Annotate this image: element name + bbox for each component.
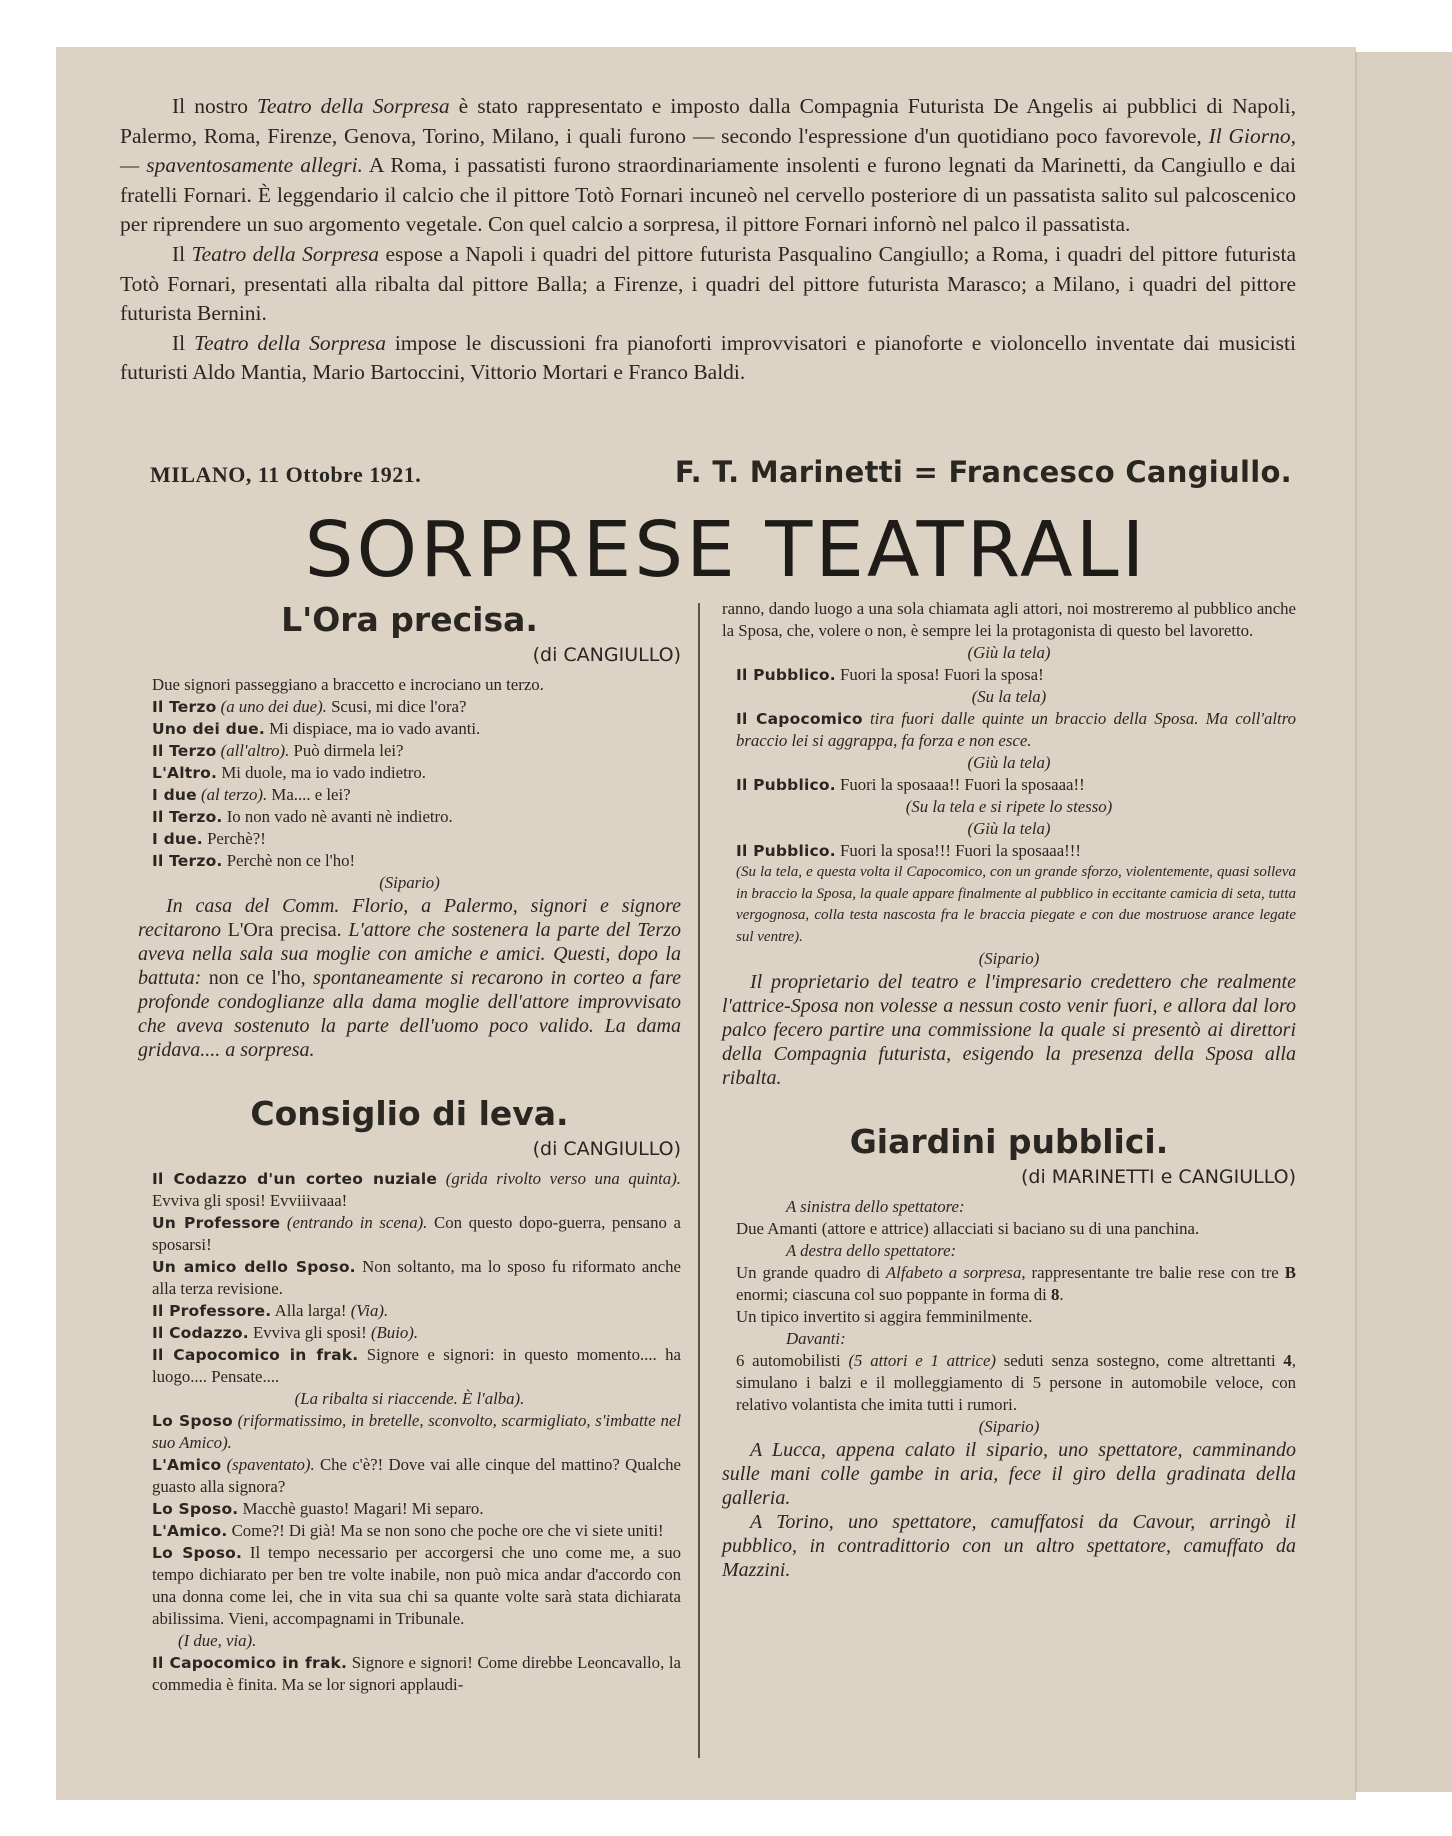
dialogue-line: Lo Sposo (riformatissimo, in bretelle, sconvolto, scarmigliato, s'imbatte nel suo Amico).	[152, 1411, 681, 1452]
play-author-giardini: (di MARINETTI e CANGIULLO)	[1020, 1166, 1296, 1188]
fold-line	[1355, 52, 1357, 1792]
dialogue-line: Il Pubblico. Fuori la sposaaa!! Fuori la sposaaa!!	[736, 775, 1085, 794]
right-narration: Il proprietario del teatro e l'impresario credettero che realmente l'attrice-Sposa non volesse a nessun costo venir fuori, e allora dal loro palco fecero partire una commissione la quale si presentò ai direttori della Compagnia futurista, esigendo la presenza della Sposa alla ribalta.	[722, 971, 1296, 1089]
stage-direction: (Giù la tela)	[967, 753, 1051, 772]
play-title-giardini: Giardini pubblici.	[849, 1122, 1169, 1161]
stage-direction: (Giù la tela)	[967, 643, 1051, 662]
dialogue-line: L'Amico. Come?! Di già! Ma se non sono che poche ore che vi siete uniti!	[152, 1521, 664, 1540]
play-title-ora: L'Ora precisa.	[281, 600, 538, 639]
stage-text: Un grande quadro di Alfabeto a sorpresa, rappresentante tre balie rese con tre B enormi; ciascuna col suo poppante in forma di 8.	[736, 1263, 1296, 1304]
dialogue-line: Il Terzo. Io non vado nè avanti nè indietro.	[152, 807, 453, 826]
play-title-leva: Consiglio di leva.	[250, 1094, 569, 1133]
dialogue-line: Il Codazzo. Evviva gli sposi! (Buio).	[152, 1323, 419, 1342]
dialogue-line: L'Altro. Mi duole, ma io vado indietro.	[152, 763, 426, 782]
dialogue-line: L'Amico (spaventato). Che c'è?! Dove vai alle cinque del mattino? Qualche guasto alla signora?	[152, 1455, 681, 1496]
ora-opening: Due signori passeggiano a braccetto e incrociano un terzo.	[152, 675, 544, 694]
signature-authors: F. T. Marinetti = Francesco Cangiullo.	[674, 455, 1292, 489]
dialogue-line: Il Terzo (a uno dei due). Scusi, mi dice l'ora?	[152, 697, 467, 716]
stage-direction: (Su la tela)	[971, 687, 1047, 706]
stage-direction: (Sipario)	[978, 1417, 1040, 1436]
dialogue-line: Il Pubblico. Fuori la sposa! Fuori la sposa!	[736, 665, 1044, 684]
stage-direction: (Giù la tela)	[967, 819, 1051, 838]
column-divider	[698, 603, 700, 1758]
ora-narration: In casa del Comm. Florio, a Palermo, signori e signore recitarono L'Ora precisa. L'attore che sostenera la parte del Terzo aveva nella sala sua moglie con amiche e amici. Questi, dopo la battuta: non ce l'ho, spontaneamente si recarono in corteo a fare profonde condoglianze alla dama moglie dell'attore improvvisato che aveva sostenuto la parte dell'uomo poco valido. La dama gridava.... a sorpresa.	[138, 895, 681, 1061]
dialogue-line: I due. Perchè?!	[152, 829, 266, 848]
dialogue-line: Il Professore. Alla larga! (Via).	[152, 1301, 389, 1320]
intro-paragraph-2: Il Teatro della Sorpresa espose a Napoli i quadri del pittore futurista Pasqualino Cangiullo; a Roma, i quadri del pittore futurista Totò Fornari, presentati alla ribalta dal pittore Balla; a Firenze, i quadri del pittore futurista Marasco; a Milano, i quadri del pittore futurista Bernini.	[120, 241, 1296, 326]
dialogue-line: Il Capocomico in frak. Signore e signori! Come direbbe Leoncavallo, la commedia è finita. Ma se lor signori applaudi-	[152, 1653, 681, 1694]
dialogue-line: Il Terzo. Perchè non ce l'ho!	[152, 851, 356, 870]
signature-place-date: MILANO, 11 Ottobre 1921.	[150, 462, 422, 487]
play-author-leva: (di CANGIULLO)	[532, 1138, 681, 1160]
play-author-ora: (di CANGIULLO)	[532, 644, 681, 666]
dialogue-line: Il Terzo (all'altro). Può dirmela lei?	[152, 741, 404, 760]
stage-text: Due Amanti (attore e attrice) allacciati si baciano su di una panchina.	[736, 1219, 1200, 1238]
dialogue-line: Il Codazzo d'un corteo nuziale (grida rivolto verso una quinta). Evviva gli sposi! Evviiivaaa!	[152, 1169, 681, 1210]
continuation-text: ranno, dando luogo a una sola chiamata agli attori, noi mostreremo al pubblico anche la Sposa, che, volere o non, è sempre lei la protagonista di questo bel lavoretto.	[722, 599, 1296, 640]
stage-heading: Davanti:	[786, 1329, 846, 1348]
stage-heading: A destra dello spettatore:	[786, 1241, 957, 1260]
giardini-narration-1: A Lucca, appena calato il sipario, uno spettatore, camminando sulle mani colle gambe in aria, fece il giro della gradinata della galleria.	[722, 1439, 1296, 1509]
dialogue-line: Il Pubblico. Fuori la sposa!!! Fuori la sposaaa!!!	[736, 841, 1081, 860]
dialogue-line: Lo Sposo. Macchè guasto! Magari! Mi separo.	[152, 1499, 484, 1518]
stage-text: 6 automobilisti (5 attori e 1 attrice) seduti senza sostegno, come altrettanti 4, simulano i balzi e il molleggiamento di 5 persone in automobile veloce, con relativo volantista che imita tutti i rumori.	[736, 1351, 1296, 1414]
spacer	[722, 1090, 1296, 1120]
dialogue-line: Lo Sposo. Il tempo necessario per accorgersi che uno come me, a suo tempo dichiarato per ben tre volte inabile, non può mica andar d'accordo con una donna come lei, che in vita sua chi sa quante volte sarà stata dichiarata abilissima. Vieni, accompagnami in Tribunale.	[152, 1543, 681, 1628]
dialogue-line: Il Capocomico tira fuori dalle quinte un braccio della Sposa. Ma coll'altro braccio lei si aggrappa, fa forza e non esce.	[736, 709, 1296, 750]
stage-direction-final: (Su la tela, e questa volta il Capocomico, con un grande sforzo, violentemente, quasi solleva in braccio la Sposa, la quale appare finalmente al pubblico in eccitante camicia di seta, tutta vergognosa, colla testa nascosta fra le braccia piegate e con due mostruose arance legate sul ventre).	[736, 864, 1296, 945]
stage-direction: (Sipario)	[379, 873, 440, 892]
stage-direction: (I due, via).	[178, 1631, 257, 1650]
dialogue-line: Uno dei due. Mi dispiace, ma io vado avanti.	[152, 719, 481, 738]
spacer	[138, 1062, 681, 1092]
intro-paragraph-3: Il Teatro della Sorpresa impose le discussioni fra pianoforti improvvisatori e pianoforte e violoncello inventate dai musicisti futuristi Aldo Mantia, Mario Bartoccini, Vittorio Mortari e Franco Baldi.	[120, 330, 1296, 385]
dialogue-line: Un Professore (entrando in scena). Con questo dopo-guerra, pensano a sposarsi!	[152, 1213, 681, 1254]
intro-paragraph-1: Il nostro Teatro della Sorpresa è stato rappresentato e imposto dalla Compagnia Futurista De Angelis ai pubblici di Napoli, Palermo, Roma, Firenze, Genova, Torino, Milano, i quali furono — secondo l'espressione d'un quotidiano poco favorevole, Il Giorno, — spaventosamente allegri. A Roma, i passatisti furono straordinariamente insolenti e furono legnati da Marinetti, da Cangiullo e dai fratelli Fornari. È leggendario il calcio che il pittore Totò Fornari incuneò nel cervello posteriore di un passatista salito sul palcoscenico per riprendere un suo argomento vegetale. Con quel calcio a sorpresa, il pittore Fornari infornò nel palco il passatista.	[120, 94, 1297, 237]
stage-text: Un tipico invertito si aggira femminilmente.	[736, 1307, 1033, 1326]
dialogue-line: Il Capocomico in frak. Signore e signori: in questo momento.... ha luogo.... Pensate....	[152, 1345, 681, 1386]
main-title: SORPRESE TEATRALI	[304, 506, 1148, 595]
folded-edge	[1356, 52, 1452, 1792]
right-column	[722, 598, 1296, 1582]
stage-direction: (Sipario)	[978, 949, 1040, 968]
dialogue-line: Un amico dello Sposo. Non soltanto, ma lo sposo fu riformato anche alla terza revisione.	[152, 1257, 681, 1298]
stage-direction: (La ribalta si riaccende. È l'alba).	[294, 1389, 525, 1408]
giardini-narration-2: A Torino, uno spettatore, camuffatosi da Cavour, arringò il pubblico, in contradittorio con un altro spettatore, camuffato da Mazzini.	[722, 1511, 1296, 1581]
intro-text	[120, 92, 1296, 388]
dialogue-line: I due (al terzo). Ma.... e lei?	[152, 785, 351, 804]
stage-heading: A sinistra dello spettatore:	[786, 1197, 965, 1216]
left-column	[138, 598, 681, 1696]
stage-direction: (Su la tela e si ripete lo stesso)	[905, 797, 1113, 816]
